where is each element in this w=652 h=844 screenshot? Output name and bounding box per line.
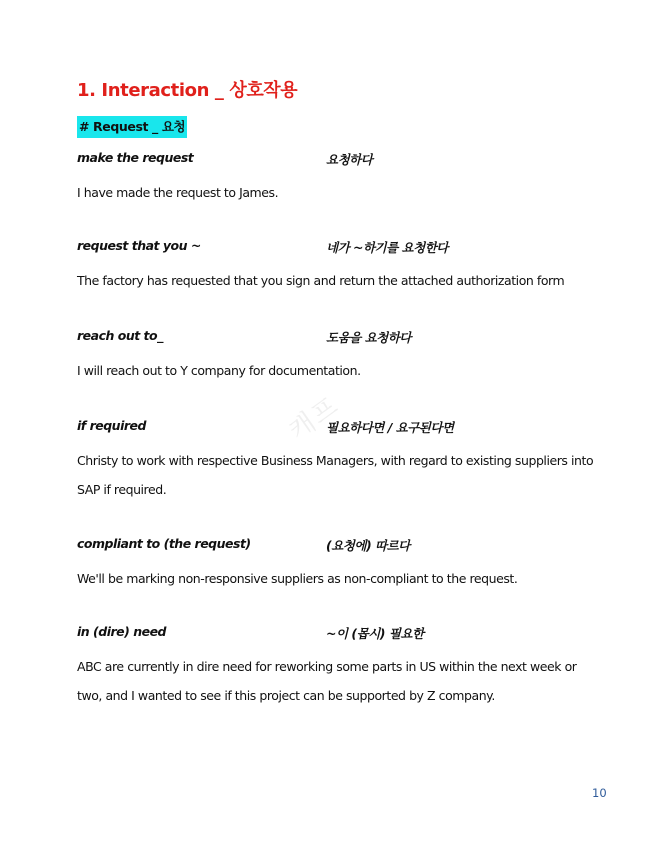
entry-term: reach out to_ bbox=[77, 328, 163, 343]
entry-term: in (dire) need bbox=[77, 624, 166, 639]
entry-example: I will reach out to Y company for documentation. bbox=[77, 363, 361, 378]
entry-example: I have made the request to James. bbox=[77, 185, 279, 200]
entry-meaning: 필요하다면 / 요구된다면 bbox=[326, 420, 454, 435]
entry-meaning: 요청하다 bbox=[326, 152, 373, 167]
entry-meaning: ~이 (몹시) 필요한 bbox=[326, 626, 424, 641]
entry-meaning: 도움을 요청하다 bbox=[326, 330, 411, 345]
entry-example: ABC are currently in dire need for reworking some parts in US within the next week or two, and I wanted to see if this project can be supported by Z company. bbox=[77, 659, 577, 703]
entry-example: We'll be marking non-responsive suppliers as non-compliant to the request. bbox=[77, 571, 518, 586]
entry-term: make the request bbox=[77, 150, 194, 165]
section-heading-request: # Request _ 요청 bbox=[77, 116, 187, 138]
entry-meaning: 네가 ~하기를 요청한다 bbox=[326, 240, 448, 255]
entry-term: request that you ~ bbox=[77, 238, 201, 253]
entry-example: Christy to work with respective Business Managers, with regard to existing suppliers into SAP if required. bbox=[77, 453, 594, 497]
entry-example: The factory has requested that you sign and return the attached authorization form bbox=[77, 273, 565, 288]
watermark: 캐프 bbox=[283, 390, 346, 447]
entry-meaning: (요청에) 따르다 bbox=[326, 538, 410, 553]
page-title: 1. Interaction _ 상호작용 bbox=[77, 80, 298, 101]
page-number: 10 bbox=[592, 786, 607, 800]
entry-term: compliant to (the request) bbox=[77, 536, 251, 551]
entry-term: if required bbox=[77, 418, 146, 433]
